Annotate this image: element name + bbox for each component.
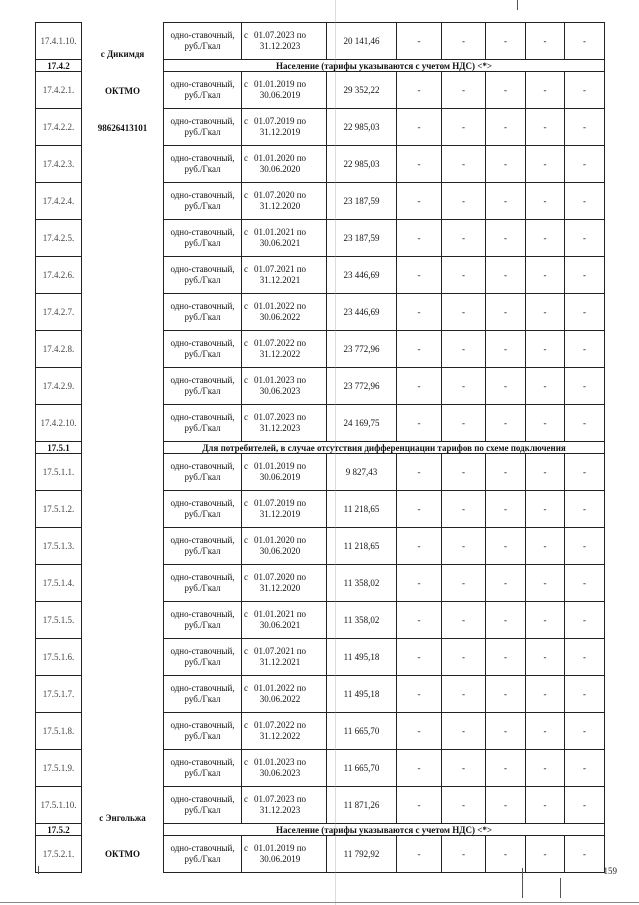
tariff-period: 01.07.2023 по 31.12.2023 [253,794,307,815]
period-prefix: с [244,153,248,163]
empty-cell: - [526,787,565,824]
tariff-kind: одно-ставочный, руб./Гкал [164,676,242,713]
empty-cell: - [397,405,442,442]
tariff-period-cell [242,787,327,824]
period-prefix: с [244,757,248,767]
scan-mark [560,878,561,898]
period-prefix: с [244,720,248,730]
section-title: Для потребителей, в случае отсутствия дифференциации тарифов по схеме подключения [164,442,605,454]
empty-cell: - [486,331,526,368]
tariff-value: 9 827,43 [327,454,397,491]
scan-mark [38,866,39,874]
tariff-kind: одно-ставочный, руб./Гкал [164,491,242,528]
tariff-period: 01.07.2021 по 31.12.2021 [253,646,307,667]
empty-cell: - [442,836,486,873]
empty-cell: - [526,528,565,565]
tariff-kind: одно-ставочный, руб./Гкал [164,257,242,294]
empty-cell: - [397,294,442,331]
tariff-kind: одно-ставочный, руб./Гкал [164,368,242,405]
empty-cell: - [526,676,565,713]
empty-cell: - [565,368,605,405]
period-prefix: с [244,412,248,422]
empty-cell: - [397,836,442,873]
empty-cell: - [486,109,526,146]
tariff-value: 23 446,69 [327,294,397,331]
tariff-kind: одно-ставочный, руб./Гкал [164,294,242,331]
tariff-value: 23 187,59 [327,220,397,257]
tariff-kind: одно-ставочный, руб./Гкал [164,72,242,109]
scan-mark [0,902,639,903]
empty-cell: - [526,565,565,602]
empty-cell: - [486,220,526,257]
empty-cell: - [486,257,526,294]
empty-cell: - [526,454,565,491]
period-prefix: с [244,301,248,311]
tariff-period-cell [242,454,327,491]
empty-cell: - [565,405,605,442]
empty-cell: - [526,220,565,257]
empty-cell: - [397,146,442,183]
empty-cell: - [397,368,442,405]
tariff-kind: одно-ставочный, руб./Гкал [164,565,242,602]
tariff-kind: одно-ставочный, руб./Гкал [164,331,242,368]
period-prefix: с [244,227,248,237]
tariff-value: 20 141,46 [327,23,397,60]
period-prefix: с [244,535,248,545]
empty-cell: - [486,368,526,405]
empty-cell: - [442,454,486,491]
tariff-period-cell [242,72,327,109]
period-prefix: с [244,190,248,200]
page-number: 159 [603,866,617,876]
empty-cell: - [526,368,565,405]
tariff-period-cell [242,713,327,750]
empty-cell: - [397,491,442,528]
org-name: с Энгольжа [99,812,146,823]
tariff-period: 01.01.2023 по 30.06.2023 [253,757,307,778]
org-cell [82,60,164,72]
empty-cell: - [442,713,486,750]
empty-cell: - [442,109,486,146]
tariff-value: 11 665,70 [327,713,397,750]
tariff-period-cell [242,528,327,565]
empty-cell: - [442,146,486,183]
tariff-value: 11 218,65 [327,528,397,565]
tariff-value: 22 985,03 [327,146,397,183]
section-number: 17.5.1 [36,442,82,454]
period-prefix: с [244,375,248,385]
tariff-period: 01.01.2019 по 30.06.2019 [253,843,307,864]
tariff-value: 23 187,59 [327,183,397,220]
empty-cell: - [442,183,486,220]
empty-cell: - [397,183,442,220]
empty-cell: - [442,257,486,294]
row-number: 17.4.2.9. [36,368,82,405]
empty-cell: - [486,787,526,824]
empty-cell: - [486,491,526,528]
empty-cell: - [526,491,565,528]
tariff-value: 11 218,65 [327,491,397,528]
row-number: 17.4.2.2. [36,109,82,146]
tariff-period: 01.01.2020 по 30.06.2020 [253,535,307,556]
empty-cell: - [526,639,565,676]
tariff-period-cell [242,405,327,442]
org-cell [82,454,164,824]
empty-cell: - [486,405,526,442]
tariff-period-cell [242,836,327,873]
empty-cell: - [486,750,526,787]
empty-cell: - [565,146,605,183]
row-number: 17.4.2.5. [36,220,82,257]
row-number: 17.5.1.9. [36,750,82,787]
empty-cell: - [442,602,486,639]
tariff-value: 11 495,18 [327,676,397,713]
oktmo-label: ОКТМО [105,85,140,96]
empty-cell: - [565,639,605,676]
empty-cell: - [565,72,605,109]
empty-cell: - [397,528,442,565]
tariff-value: 23 446,69 [327,257,397,294]
row-number: 17.5.1.3. [36,528,82,565]
empty-cell: - [486,602,526,639]
scan-mark [335,0,336,905]
org-cell [82,836,164,873]
empty-cell: - [397,787,442,824]
period-prefix: с [244,30,248,40]
empty-cell: - [565,787,605,824]
empty-cell: - [486,565,526,602]
tariff-kind: одно-ставочный, руб./Гкал [164,836,242,873]
tariff-period-cell [242,183,327,220]
empty-cell: - [565,713,605,750]
tariff-period: 01.07.2019 по 31.12.2019 [253,498,307,519]
tariff-value: 11 792,92 [327,836,397,873]
row-number: 17.4.2.10. [36,405,82,442]
row-number: 17.5.1.2. [36,491,82,528]
empty-cell: - [565,454,605,491]
empty-cell: - [442,405,486,442]
tariff-kind: одно-ставочный, руб./Гкал [164,405,242,442]
tariff-value: 11 495,18 [327,639,397,676]
tariff-period: 01.01.2019 по 30.06.2019 [253,461,307,482]
empty-cell: - [526,72,565,109]
period-prefix: с [244,498,248,508]
tariff-period-cell [242,368,327,405]
empty-cell: - [565,676,605,713]
empty-cell: - [526,405,565,442]
empty-cell: - [565,565,605,602]
row-number: 17.4.2.6. [36,257,82,294]
empty-cell: - [442,331,486,368]
tariff-period-cell [242,331,327,368]
empty-cell: - [397,23,442,60]
row-number: 17.5.1.7. [36,676,82,713]
empty-cell: - [397,257,442,294]
row-number: 17.4.1.10. [36,23,82,60]
tariff-period-cell [242,23,327,60]
tariff-period-cell [242,602,327,639]
tariff-table [35,22,605,873]
org-cell [82,72,164,442]
tariff-period-cell [242,109,327,146]
row-number: 17.5.1.5. [36,602,82,639]
oktmo-label: ОКТМО [105,848,140,859]
table-row [36,836,605,873]
empty-cell: - [397,713,442,750]
empty-cell: - [486,454,526,491]
tariff-value: 24 169,75 [327,405,397,442]
org-cell [82,824,164,836]
tariff-period: 01.07.2020 по 31.12.2020 [253,572,307,593]
empty-cell: - [486,146,526,183]
empty-cell: - [565,109,605,146]
empty-cell: - [526,294,565,331]
empty-cell: - [397,565,442,602]
row-number: 17.4.2.1. [36,72,82,109]
empty-cell: - [486,836,526,873]
row-number: 17.5.1.6. [36,639,82,676]
tariff-kind: одно-ставочный, руб./Гкал [164,183,242,220]
org-name: с Дикимдя [100,48,145,59]
tariff-period-cell [242,639,327,676]
tariff-period: 01.01.2022 по 30.06.2022 [253,683,307,704]
tariff-period: 01.01.2023 по 30.06.2023 [253,375,307,396]
tariff-period-cell [242,294,327,331]
empty-cell: - [442,368,486,405]
empty-cell: - [486,183,526,220]
tariff-value: 11 358,02 [327,565,397,602]
tariff-period: 01.07.2023 по 31.12.2023 [253,412,307,433]
tariff-kind: одно-ставочный, руб./Гкал [164,23,242,60]
tariff-period: 01.07.2019 по 31.12.2019 [253,116,307,137]
org-cell [82,23,164,60]
tariff-period: 01.01.2020 по 30.06.2020 [253,153,307,174]
tariff-period: 01.01.2022 по 30.06.2022 [253,301,307,322]
tariff-period: 01.07.2023 по 31.12.2023 [253,30,307,51]
section-header-row [36,442,605,454]
row-number: 17.5.1.1. [36,454,82,491]
row-number: 17.5.1.10. [36,787,82,824]
tariff-period-cell [242,565,327,602]
table-body [36,23,605,873]
tariff-value: 29 352,22 [327,72,397,109]
empty-cell: - [397,220,442,257]
empty-cell: - [486,676,526,713]
row-number: 17.4.2.4. [36,183,82,220]
tariff-value: 11 358,02 [327,602,397,639]
tariff-value: 11 665,70 [327,750,397,787]
empty-cell: - [397,750,442,787]
tariff-period-cell [242,257,327,294]
period-prefix: с [244,338,248,348]
tariff-kind: одно-ставочный, руб./Гкал [164,713,242,750]
empty-cell: - [442,220,486,257]
empty-cell: - [565,331,605,368]
empty-cell: - [565,183,605,220]
empty-cell: - [442,72,486,109]
empty-cell: - [442,528,486,565]
scan-mark [517,0,518,10]
empty-cell: - [526,602,565,639]
empty-cell: - [565,491,605,528]
table-row [36,454,605,491]
empty-cell: - [526,23,565,60]
empty-cell: - [397,602,442,639]
empty-cell: - [486,23,526,60]
tariff-period-cell [242,146,327,183]
tariff-period: 01.07.2022 по 31.12.2022 [253,720,307,741]
tariff-period: 01.01.2021 по 30.06.2021 [253,227,307,248]
empty-cell: - [442,294,486,331]
tariff-kind: одно-ставочный, руб./Гкал [164,454,242,491]
period-prefix: с [244,264,248,274]
empty-cell: - [565,257,605,294]
empty-cell: - [486,294,526,331]
tariff-period: 01.01.2021 по 30.06.2021 [253,609,307,630]
empty-cell: - [442,23,486,60]
empty-cell: - [565,836,605,873]
table-row [36,23,605,60]
empty-cell: - [565,220,605,257]
row-number: 17.4.2.8. [36,331,82,368]
empty-cell: - [526,713,565,750]
section-title: Население (тарифы указываются с учетом НДС) <*> [164,60,605,72]
period-prefix: с [244,609,248,619]
section-title: Население (тарифы указываются с учетом НДС) <*> [164,824,605,836]
row-number: 17.5.1.4. [36,565,82,602]
empty-cell: - [526,750,565,787]
tariff-period-cell [242,220,327,257]
tariff-kind: одно-ставочный, руб./Гкал [164,146,242,183]
section-number: 17.4.2 [36,60,82,72]
period-prefix: с [244,79,248,89]
empty-cell: - [565,602,605,639]
period-prefix: с [244,646,248,656]
empty-cell: - [442,750,486,787]
empty-cell: - [565,750,605,787]
period-prefix: с [244,843,248,853]
period-prefix: с [244,794,248,804]
empty-cell: - [442,565,486,602]
empty-cell: - [526,257,565,294]
section-number: 17.5.2 [36,824,82,836]
empty-cell: - [565,294,605,331]
empty-cell: - [526,836,565,873]
empty-cell: - [442,676,486,713]
tariff-value: 11 871,26 [327,787,397,824]
tariff-value: 23 772,96 [327,368,397,405]
period-prefix: с [244,683,248,693]
tariff-kind: одно-ставочный, руб./Гкал [164,220,242,257]
empty-cell: - [442,491,486,528]
tariff-period-cell [242,750,327,787]
empty-cell: - [397,676,442,713]
empty-cell: - [526,183,565,220]
tariff-period: 01.07.2022 по 31.12.2022 [253,338,307,359]
tariff-kind: одно-ставочный, руб./Гкал [164,750,242,787]
tariff-value: 23 772,96 [327,331,397,368]
tariff-period: 01.07.2021 по 31.12.2021 [253,264,307,285]
tariff-kind: одно-ставочный, руб./Гкал [164,528,242,565]
row-number: 17.5.1.8. [36,713,82,750]
tariff-kind: одно-ставочный, руб./Гкал [164,787,242,824]
empty-cell: - [526,109,565,146]
tariff-period-cell [242,491,327,528]
empty-cell: - [565,23,605,60]
table-row [36,72,605,109]
tariff-kind: одно-ставочный, руб./Гкал [164,109,242,146]
org-cell [82,442,164,454]
row-number: 17.5.2.1. [36,836,82,873]
tariff-period: 01.07.2020 по 31.12.2020 [253,190,307,211]
empty-cell: - [397,109,442,146]
empty-cell: - [486,72,526,109]
row-number: 17.4.2.7. [36,294,82,331]
empty-cell: - [397,331,442,368]
row-number: 17.4.2.3. [36,146,82,183]
tariff-value: 22 985,03 [327,109,397,146]
empty-cell: - [397,72,442,109]
empty-cell: - [442,787,486,824]
empty-cell: - [397,639,442,676]
tariff-period: 01.01.2019 по 30.06.2019 [253,79,307,100]
section-header-row [36,824,605,836]
period-prefix: с [244,572,248,582]
period-prefix: с [244,116,248,126]
scan-mark [522,868,523,898]
empty-cell: - [486,639,526,676]
empty-cell: - [442,639,486,676]
empty-cell: - [486,528,526,565]
tariff-kind: одно-ставочный, руб./Гкал [164,639,242,676]
empty-cell: - [397,454,442,491]
tariff-kind: одно-ставочный, руб./Гкал [164,602,242,639]
empty-cell: - [526,331,565,368]
empty-cell: - [526,146,565,183]
period-prefix: с [244,461,248,471]
oktmo-code: 98626413101 [97,122,148,133]
empty-cell: - [565,528,605,565]
empty-cell: - [486,713,526,750]
section-header-row [36,60,605,72]
tariff-period-cell [242,676,327,713]
